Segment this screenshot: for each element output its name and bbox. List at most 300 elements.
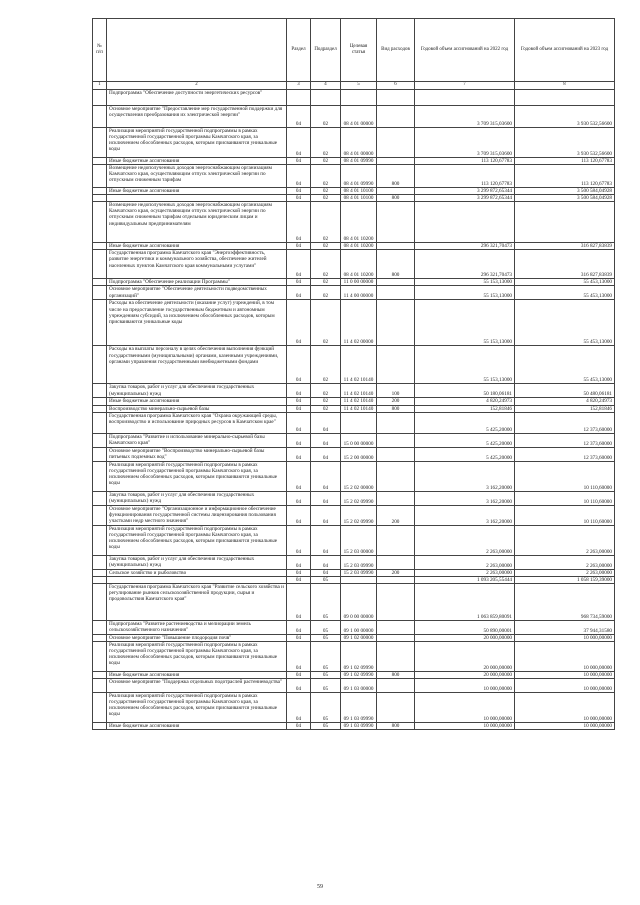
amount-2022-cell: 2 263,00000 [415,569,515,576]
name-cell: Основное мероприятие "Воспроизводство минерально-сырьевой базы питьевых подземных вод" [107,447,287,461]
razdel-cell: 04 [287,250,311,279]
cs-cell: 11 0 00 00000 [341,279,377,286]
table-row [93,243,615,250]
table-row [93,279,615,286]
amount-2022-cell: 3 299 872,65344 [415,188,515,195]
vr-cell [377,412,415,433]
razdel-cell: 04 [287,525,311,555]
cs-cell: 08 4 01 10100 [341,188,377,195]
name-cell: Реализация мероприятий государственной подпрограммы в рамках государственной государственной программы Камчатского края, за исключением обособленных расходов, которым присваиваются уникальные коды [107,128,287,158]
podrazdel-cell: 04 [311,505,341,525]
cs-cell: 08 4 01 00000 [341,128,377,158]
amount-2022-cell: 55 153,13000 [415,286,515,300]
podrazdel-cell [311,90,341,106]
razdel-cell: 04 [287,158,311,165]
razdel-cell: 04 [287,286,311,300]
num-cell [93,384,107,398]
amount-2023-cell: 113 120,67783 [515,165,615,188]
name-cell: Подпрограмма "Обеспечение доступности энергетических ресурсов" [107,90,287,106]
amount-2023-cell: 316 827,83839 [515,250,615,279]
num-cell [93,405,107,412]
num-cell [93,286,107,300]
vr-cell [377,90,415,106]
amount-2022-cell: 2 263,00000 [415,525,515,555]
podrazdel-cell: 05 [311,641,341,671]
vr-cell [377,300,415,346]
name-cell: Иные бюджетные ассигнования [107,243,287,250]
amount-2022-cell: 10 000,00000 [415,723,515,730]
table-row [93,106,615,128]
podrazdel-cell: 02 [311,398,341,405]
table-row [93,641,615,671]
amount-2023-cell: 55 453,13000 [515,279,615,286]
amount-2023-cell: 12 373,60000 [515,447,615,461]
amount-2022-cell: 55 153,13000 [415,346,515,384]
razdel-cell: 04 [287,583,311,620]
razdel-cell: 04 [287,555,311,569]
cs-cell: 08 4 01 09990 [341,158,377,165]
amount-2023-cell: 37 944,31580 [515,620,615,634]
cs-cell: 09 1 03 09990 [341,723,377,730]
razdel-cell: 04 [287,620,311,634]
table-row [93,346,615,384]
num-cell [93,491,107,505]
amount-2023-cell: 1 058 159,39000 [515,576,615,583]
num-cell [93,195,107,202]
podrazdel-cell: 05 [311,634,341,641]
cs-cell: 09 1 02 00000 [341,634,377,641]
amount-2023-cell: 316 827,83839 [515,243,615,250]
name-cell [107,576,287,583]
table-row [93,300,615,346]
vr-cell [377,106,415,128]
num-cell [93,576,107,583]
name-cell: Подпрограмма "Развитие растениеводства и мелиорации земель сельскохозяйственного назначения" [107,620,287,634]
amount-2023-cell: 113 120,67783 [515,158,615,165]
amount-2023-cell: 3 500 584,04928 [515,188,615,195]
name-cell: Основное мероприятие "Организационное и информационное обеспечение функционирования государственной системы лицензирования пользования участками недр местного значения" [107,505,287,525]
table-row [93,634,615,641]
amount-2022-cell: 296 321,70473 [415,250,515,279]
razdel-cell: 04 [287,346,311,384]
amount-2023-cell: 10 000,00000 [515,679,615,693]
razdel-cell: 04 [287,569,311,576]
amount-2023-cell: 10 000,00000 [515,671,615,678]
razdel-cell: 04 [287,447,311,461]
vr-cell [377,279,415,286]
name-cell: Воспроизводство минерально-сырьевой базы [107,405,287,412]
col-vr-header: Вид расходов [377,19,415,82]
cs-cell: 15 2 03 09990 [341,569,377,576]
podrazdel-cell: 04 [311,412,341,433]
table-row [93,398,615,405]
podrazdel-cell: 02 [311,286,341,300]
podrazdel-cell: 02 [311,300,341,346]
table-row [93,128,615,158]
amount-2023-cell: 12 373,60000 [515,433,615,447]
amount-2022-cell [415,90,515,106]
name-cell: Основное мероприятие "Предоставление мер государственной поддержки для осуществления преобразования их электрической энергии" [107,106,287,128]
index-cell: 7 [415,82,515,90]
cs-cell: 08 4 01 00000 [341,106,377,128]
table-row [93,505,615,525]
vr-cell [377,202,415,243]
vr-cell [377,286,415,300]
table-row [93,90,615,106]
cs-cell: 09 1 03 00000 [341,679,377,693]
cs-cell [341,576,377,583]
amount-2022-cell: 152,81846 [415,405,515,412]
amount-2022-cell: 3 709 315,03600 [415,106,515,128]
amount-2023-cell [515,90,615,106]
table-row [93,671,615,678]
cs-cell: 15 2 02 00000 [341,461,377,491]
cs-cell: 08 4 01 10100 [341,195,377,202]
index-cell: 8 [515,82,615,90]
amount-2023-cell: 55 453,13000 [515,300,615,346]
table-row [93,447,615,461]
podrazdel-cell: 02 [311,384,341,398]
amount-2023-cell [515,202,615,243]
table-row [93,679,615,693]
podrazdel-cell: 02 [311,128,341,158]
name-cell: Реализация мероприятий государственной подпрограммы в рамках государственной государственной программы Камчатского края, за исключением обособленных расходов, которым присваиваются уникальные коды [107,525,287,555]
num-cell [93,250,107,279]
razdel-cell: 04 [287,461,311,491]
amount-2022-cell: 3 162,20000 [415,505,515,525]
amount-2023-cell: 10 000,00000 [515,723,615,730]
razdel-cell: 04 [287,641,311,671]
razdel-cell: 04 [287,165,311,188]
vr-cell: 100 [377,384,415,398]
num-cell [93,461,107,491]
num-cell [93,300,107,346]
podrazdel-cell: 02 [311,250,341,279]
razdel-cell [287,90,311,106]
index-cell: 2 [107,82,287,90]
podrazdel-cell: 04 [311,461,341,491]
amount-2023-cell: 55 453,13000 [515,286,615,300]
podrazdel-cell: 02 [311,243,341,250]
name-cell: Основное мероприятие "Поддержка отдельных подотраслей растениеводства" [107,679,287,693]
podrazdel-cell: 05 [311,620,341,634]
podrazdel-cell: 05 [311,679,341,693]
name-cell: Подпрограмма "Обеспечение реализации Программы" [107,279,287,286]
razdel-cell: 04 [287,202,311,243]
table-row [93,620,615,634]
num-cell [93,555,107,569]
col-cs-header: Целевая статья [341,19,377,82]
cs-cell: 09 1 00 00000 [341,620,377,634]
vr-cell: 800 [377,671,415,678]
amount-2022-cell: 10 000,00000 [415,693,515,723]
vr-cell [377,243,415,250]
name-cell: Сельское хозяйство и рыболовство [107,569,287,576]
num-cell [93,447,107,461]
vr-cell [377,188,415,195]
razdel-cell: 04 [287,300,311,346]
vr-cell [377,525,415,555]
amount-2023-cell: 10 110,60000 [515,491,615,505]
razdel-cell: 04 [287,723,311,730]
col-name-header [107,19,287,82]
num-cell [93,723,107,730]
podrazdel-cell: 02 [311,165,341,188]
podrazdel-cell: 02 [311,279,341,286]
podrazdel-cell: 04 [311,447,341,461]
cs-cell: 15 2 02 09990 [341,491,377,505]
cs-cell: 15 2 00 00000 [341,447,377,461]
razdel-cell: 04 [287,279,311,286]
vr-cell [377,634,415,641]
amount-2022-cell: 20 000,00000 [415,641,515,671]
page-number: 59 [317,884,323,890]
num-cell [93,641,107,671]
cs-cell: 15 2 03 00000 [341,525,377,555]
vr-cell: 800 [377,195,415,202]
name-cell: Расходы на обеспечение деятельности (оказание услуг) учреждений, в том числе на предоставление государственным бюджетным и автономным учреждениям субсидий, за исключением обособленных расходов, которым присваиваются уникальные коды [107,300,287,346]
vr-cell [377,128,415,158]
name-cell [107,195,287,202]
num-cell [93,620,107,634]
amount-2022-cell: 1 093 205,55444 [415,576,515,583]
amount-2023-cell: 12 373,60000 [515,412,615,433]
cs-cell: 15 0 00 00000 [341,433,377,447]
name-cell: Реализация мероприятий государственной подпрограммы в рамках государственной государственной программы Камчатского края, за исключением обособленных расходов, которым присваиваются уникальные коды [107,461,287,491]
col-num-header: № п/п [93,19,107,82]
index-cell: 4 [311,82,341,90]
amount-2022-cell: 113 120,67783 [415,165,515,188]
amount-2022-cell: 3 162,20000 [415,461,515,491]
num-cell [93,634,107,641]
amount-2023-cell: 152,81846 [515,405,615,412]
podrazdel-cell: 02 [311,346,341,384]
amount-2022-cell: 20 000,00000 [415,671,515,678]
table-row [93,188,615,195]
amount-2023-cell: 10 110,60000 [515,461,615,491]
podrazdel-cell: 05 [311,693,341,723]
num-cell [93,243,107,250]
vr-cell [377,461,415,491]
amount-2023-cell: 55 453,13000 [515,346,615,384]
num-cell [93,525,107,555]
num-cell [93,433,107,447]
podrazdel-cell: 05 [311,583,341,620]
vr-cell: 200 [377,505,415,525]
name-cell: Реализация мероприятий государственной подпрограммы в рамках государственной государственной программы Камчатского края, за исключением обособленных расходов, которым присваиваются уникальные коды [107,693,287,723]
razdel-cell: 04 [287,128,311,158]
vr-cell: 800 [377,165,415,188]
num-cell [93,671,107,678]
vr-cell: 800 [377,723,415,730]
num-cell [93,90,107,106]
name-cell: Закупка товаров, работ и услуг для обеспечения государственных (муниципальных) нужд [107,491,287,505]
num-cell [93,165,107,188]
razdel-cell: 04 [287,398,311,405]
amount-2023-cell: 10 000,00000 [515,693,615,723]
amount-2022-cell: 50 180,06181 [415,384,515,398]
amount-2023-cell: 2 263,00000 [515,525,615,555]
razdel-cell: 04 [287,188,311,195]
header-row [93,19,615,82]
amount-2023-cell: 50 480,06181 [515,384,615,398]
amount-2022-cell: 4 820,24973 [415,398,515,405]
name-cell: Основное мероприятие "Повышение плодородия почв" [107,634,287,641]
podrazdel-cell: 02 [311,106,341,128]
num-cell [93,398,107,405]
razdel-cell: 04 [287,243,311,250]
vr-cell [377,641,415,671]
vr-cell [377,576,415,583]
index-cell: 3 [287,82,311,90]
vr-cell [377,346,415,384]
num-cell [93,188,107,195]
cs-cell: 11 4 00 00000 [341,286,377,300]
col-razdel-header: Раздел [287,19,311,82]
amount-2022-cell: 3 299 872,65344 [415,195,515,202]
table-row [93,412,615,433]
podrazdel-cell: 02 [311,158,341,165]
podrazdel-cell: 04 [311,569,341,576]
table-row [93,555,615,569]
table-row [93,165,615,188]
vr-cell [377,583,415,620]
razdel-cell: 04 [287,679,311,693]
num-cell [93,569,107,576]
name-cell: Основное мероприятие "Обеспечение деятельности подведомственных организаций" [107,286,287,300]
podrazdel-cell: 02 [311,195,341,202]
amount-2023-cell: 2 263,00000 [515,569,615,576]
name-cell: Расходы на выплаты персоналу в целях обеспечения выполнения функций государственными (муниципальными) органами, казенными учреждениями, органами управления государственными внебюджетными фондами [107,346,287,384]
razdel-cell: 04 [287,634,311,641]
razdel-cell: 04 [287,491,311,505]
vr-cell: 800 [377,405,415,412]
amount-2022-cell: 113 120,67783 [415,158,515,165]
cs-cell [341,412,377,433]
table-row [93,433,615,447]
col-2022-header: Годовой объем ассигнований на 2022 год [415,19,515,82]
table-row [93,158,615,165]
table-row [93,286,615,300]
name-cell: Возмещение недополученных доходов энергоснабжающим организациям Камчатского края, осуществляющим отпуск электрической энергии по отпускным сниженным тарифам [107,165,287,188]
name-cell: Иные бюджетные ассигнования [107,671,287,678]
table-body [93,90,615,730]
amount-2023-cell: 3 930 532,56600 [515,106,615,128]
cs-cell: 09 1 02 09990 [341,671,377,678]
cs-cell: 11 4 02 10140 [341,398,377,405]
cs-cell: 15 2 03 09990 [341,555,377,569]
amount-2023-cell: 10 000,00000 [515,634,615,641]
podrazdel-cell: 04 [311,525,341,555]
amount-2022-cell: 10 000,00000 [415,679,515,693]
amount-2022-cell: 55 153,13000 [415,300,515,346]
cs-cell: 15 2 02 09990 [341,505,377,525]
vr-cell [377,447,415,461]
table-row [93,405,615,412]
table-row [93,491,615,505]
podrazdel-cell: 02 [311,405,341,412]
vr-cell [377,620,415,634]
name-cell: Иные бюджетные ассигнования [107,158,287,165]
amount-2023-cell: 3 500 584,04928 [515,195,615,202]
amount-2022-cell: 296 321,70473 [415,243,515,250]
table-row [93,202,615,243]
table-row [93,569,615,576]
vr-cell: 200 [377,398,415,405]
razdel-cell: 04 [287,384,311,398]
amount-2022-cell: 50 890,00001 [415,620,515,634]
razdel-cell: 04 [287,576,311,583]
cs-cell: 08 4 01 10200 [341,250,377,279]
razdel-cell: 04 [287,505,311,525]
cs-cell: 09 1 02 09990 [341,641,377,671]
vr-cell [377,433,415,447]
num-cell [93,412,107,433]
col-2023-header: Годовой объем ассигнований на 2023 год [515,19,615,82]
name-cell: Возмещение недополученных доходов энергоснабжающим организациям Камчатского края, осуществляющим отпуск электрической энергии по отпускным сниженным тарифам отдельным юридическим лицам и индивидуальным предпринимателям [107,202,287,243]
col-podrazdel-header: Подраздел [311,19,341,82]
table-row [93,384,615,398]
num-cell [93,693,107,723]
table-row [93,461,615,491]
vr-cell: 800 [377,250,415,279]
index-cell: 6 [377,82,415,90]
table-row [93,250,615,279]
name-cell: Закупка товаров, работ и услуг для обеспечения государственных (муниципальных) нужд [107,384,287,398]
num-cell [93,505,107,525]
name-cell: Государственная программа Камчатского края "Энергоэффективность, развитие энергетики и коммунального хозяйства, обеспечение жителей населенных пунктов Камчатского края коммунальными услугами" [107,250,287,279]
column-index-row [93,82,615,90]
razdel-cell: 04 [287,433,311,447]
razdel-cell: 04 [287,671,311,678]
podrazdel-cell: 04 [311,555,341,569]
amount-2022-cell: 3 709 315,03600 [415,128,515,158]
amount-2022-cell: 55 153,13000 [415,279,515,286]
vr-cell [377,693,415,723]
cs-cell: 11 4 02 10140 [341,346,377,384]
amount-2022-cell [415,202,515,243]
amount-2023-cell: 4 820,24973 [515,398,615,405]
cs-cell: 09 1 03 09990 [341,693,377,723]
razdel-cell: 04 [287,405,311,412]
amount-2022-cell: 20 000,00000 [415,634,515,641]
name-cell: Закупка товаров, работ и услуг для обеспечения государственных (муниципальных) нужд [107,555,287,569]
table-row [93,583,615,620]
num-cell [93,202,107,243]
budget-table [92,18,615,730]
num-cell [93,583,107,620]
podrazdel-cell: 04 [311,491,341,505]
num-cell [93,128,107,158]
podrazdel-cell: 05 [311,723,341,730]
num-cell [93,158,107,165]
name-cell: Иные бюджетные ассигнования [107,188,287,195]
name-cell: Иные бюджетные ассигнования [107,723,287,730]
cs-cell [341,90,377,106]
vr-cell [377,555,415,569]
cs-cell: 11 4 02 00000 [341,300,377,346]
razdel-cell: 04 [287,195,311,202]
vr-cell [377,679,415,693]
vr-cell [377,158,415,165]
name-cell: Государственная программа Камчатского края "Развитие сельского хозяйства и регулирование рынков сельскохозяйственной продукции, сырья и продовольствия Камчатского края" [107,583,287,620]
amount-2023-cell: 10 000,00000 [515,641,615,671]
amount-2022-cell: 5 425,20000 [415,433,515,447]
num-cell [93,279,107,286]
amount-2022-cell: 3 162,20000 [415,491,515,505]
num-cell [93,106,107,128]
amount-2022-cell: 1 063 859,80091 [415,583,515,620]
